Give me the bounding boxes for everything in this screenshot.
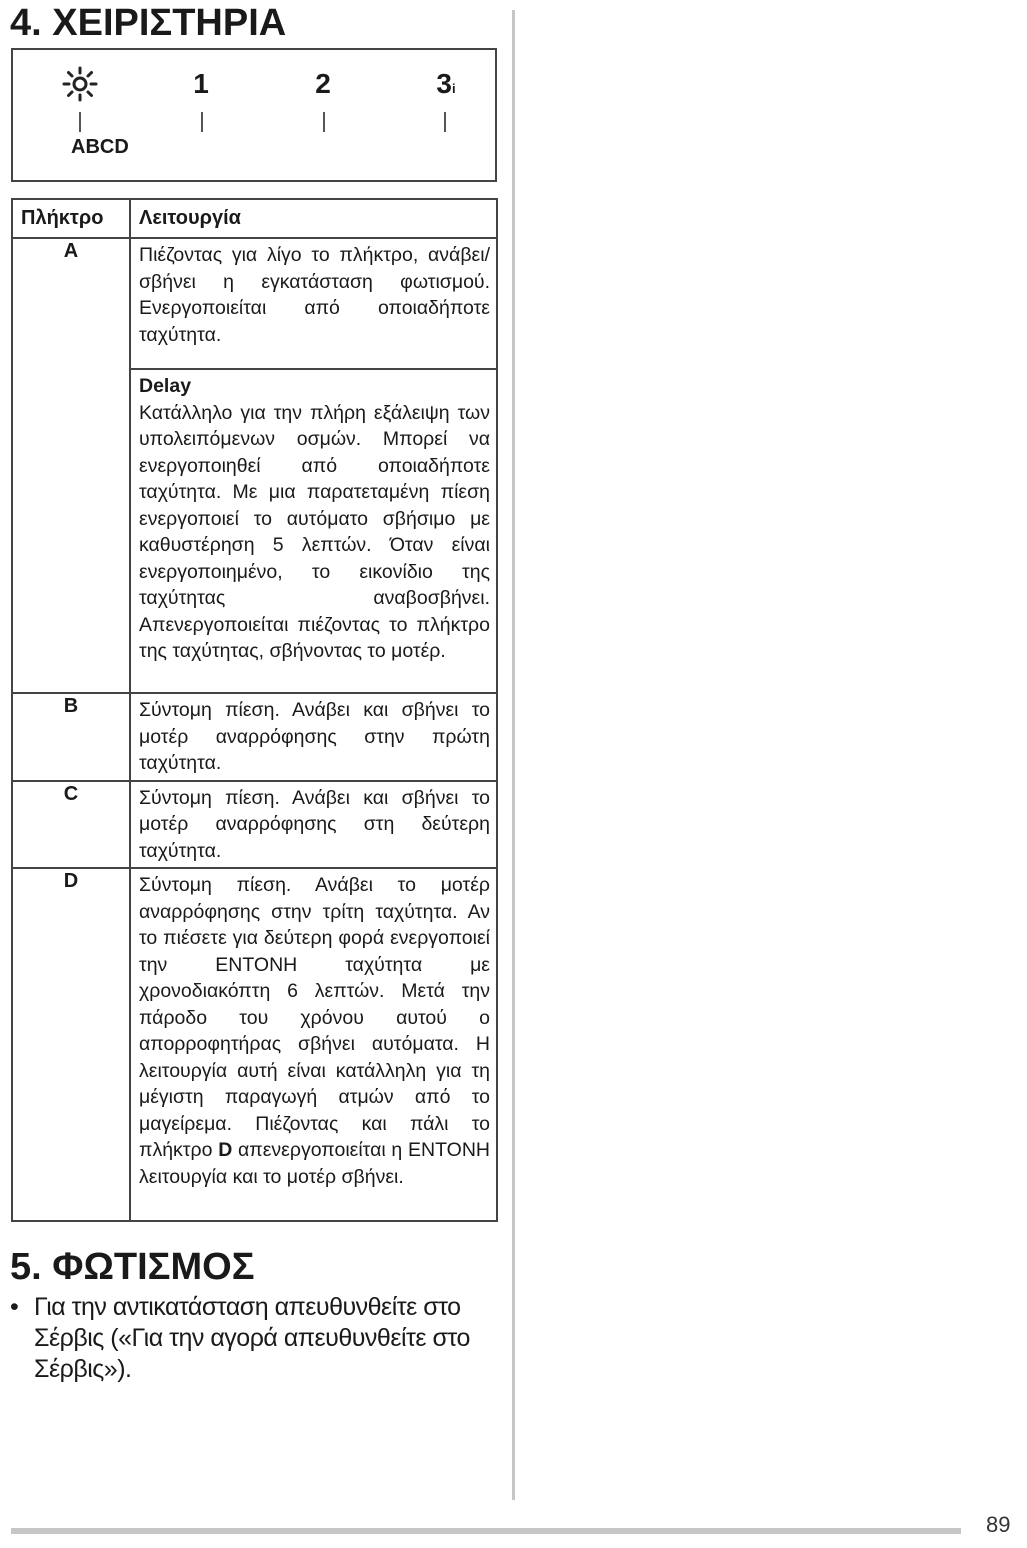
table-row [12, 781, 497, 869]
header-key: Πλήκτρο [12, 199, 130, 238]
footer-rule [11, 1528, 961, 1534]
column-divider [512, 10, 515, 1500]
controls-table [11, 198, 498, 1222]
row-key-c: C [12, 781, 130, 869]
row-c-description: Σύντομη πίεση. Ανάβει και σβήνει το μοτέρ αναρρόφησης στη δεύτερη ταχύτητα. [130, 781, 497, 869]
bullet-dot: • [10, 1293, 19, 1321]
page-number: 89 [986, 1512, 1011, 1537]
table-row [12, 868, 497, 1221]
row-d-description [130, 868, 497, 1221]
control-panel-diagram [11, 48, 497, 182]
light-key-pointer [79, 112, 81, 132]
speed-1-key: 1 [193, 68, 209, 99]
key-labels: ABCD [71, 136, 129, 158]
table-row [12, 238, 497, 369]
speed-3-label: 3 [436, 68, 452, 99]
row-d-bold-key: D [218, 1139, 233, 1161]
speed-1-pointer [201, 112, 203, 132]
row-a-description: Πιέζοντας για λίγο το πλήκτρο, ανάβει/σβήνει η εγκατάσταση φωτισμού. Ενεργοποιείται από οποιαδήποτε ταχύτητα. [130, 238, 497, 369]
speed-2-key: 2 [315, 68, 331, 99]
speed-3-subscript: i [451, 81, 456, 96]
row-key-a: A [12, 238, 130, 693]
row-key-b: B [12, 693, 130, 781]
speed-2-pointer [323, 112, 325, 132]
section-4-title: 4. ΧΕΙΡΙΣΤΗΡΙΑ [10, 2, 287, 44]
light-icon [60, 66, 100, 109]
delay-title: Delay [139, 375, 192, 397]
row-d-text-before: Σύντομη πίεση. Ανάβει το μοτέρ αναρρόφησης στην τρίτη ταχύτητα. Αν το πιέσετε για δεύτερη φορά ενεργοποιεί την ΕΝΤΟΝΗ ταχύτητα με χρονοδιακόπτη 6 λεπτών. Μετά την πάροδο του χρόνου αυτού ο απορροφητήρας σβήνει αυτόματα. Η λειτουργία αυτή είναι κατάλληλη για τη μέγιστη παραγωγή ατμών από το μαγείρεμα. Πιέζοντας και πάλι το πλήκτρο [139, 874, 490, 1161]
lighting-bullet-text: Για την αντικατάσταση απευθυνθείτε στο Σέρβις («Για την αγορά απευθυνθείτε στο Σέρβις»). [34, 1293, 470, 1383]
lighting-bullet [10, 1292, 510, 1385]
speed-3-pointer [444, 112, 446, 132]
table-header-row [12, 199, 497, 238]
row-key-d: D [12, 868, 130, 1221]
delay-description: Κατάλληλο για την πλήρη εξάλειψη των υπολειπόμενων οσμών. Μπορεί να ενεργοποιηθεί από οποιαδήποτε ταχύτητα. Με μια παρατεταμένη πίεση ενεργοποιεί το αυτόματο σβήσιμο με καθυστέρηση 5 λεπτών. Όταν είναι ενεργοποιημένο, το εικονίδιο της ταχύτητας αναβοσβήνει. Απενεργοποιείται πιέζοντας το πλήκτρο της ταχύτητας, σβήνοντας το μοτέρ. [139, 401, 490, 662]
header-function: Λειτουργία [130, 199, 497, 238]
row-a-delay-cell [130, 369, 497, 693]
table-row [12, 693, 497, 781]
section-5-title: 5. ΦΩΤΙΣΜΟΣ [10, 1246, 255, 1288]
speed-3-key [426, 68, 466, 100]
row-b-description: Σύντομη πίεση. Ανάβει και σβήνει το μοτέρ αναρρόφησης στην πρώτη ταχύτητα. [130, 693, 497, 781]
row-d-text-after: απενεργοποιείται η ΕΝΤΟΝΗ λειτουργία και το μοτέρ σβήνει. [139, 1139, 490, 1188]
